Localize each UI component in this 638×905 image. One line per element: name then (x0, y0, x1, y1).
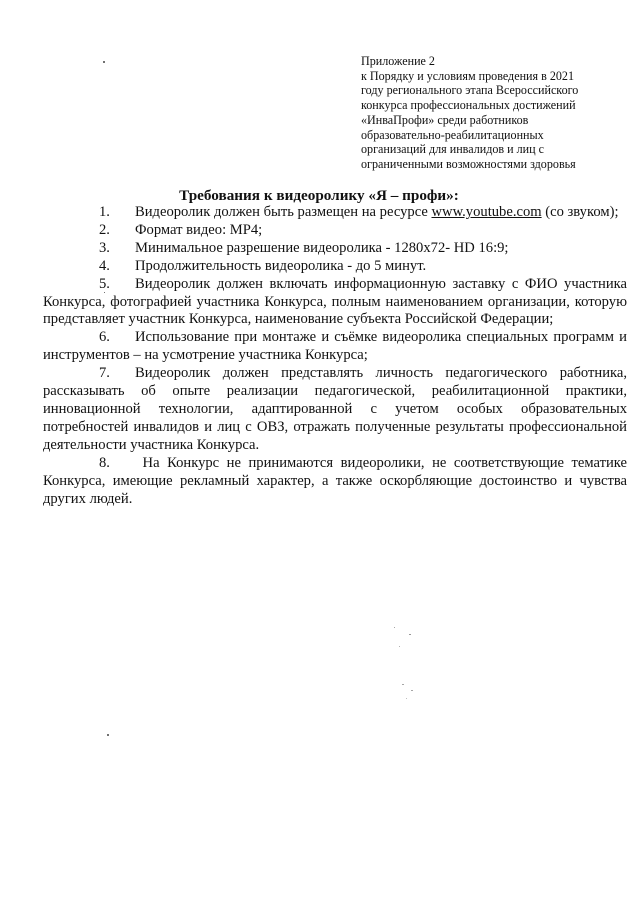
item-number: 6. (99, 329, 110, 346)
annex-line: Приложение 2 (361, 54, 435, 68)
scan-speck (399, 646, 400, 647)
annex-line: «ИнваПрофи» среди работников (361, 112, 529, 127)
item-text: На Конкурс не принимаются видеоролики, не соответствующие тематике Конкурса, имеющие рекламный характер, а также оскорбляющие достоинство и чувства других людей. (43, 454, 627, 507)
annex-line: образовательно-реабилитационных (361, 127, 544, 142)
list-item (43, 240, 627, 258)
item-number: 3. (99, 239, 110, 256)
requirements-list (43, 204, 627, 508)
scan-speck (107, 734, 109, 736)
list-item (43, 258, 627, 276)
item-text-tail: (со звуком); (541, 204, 619, 220)
item-text: Формат видео: MP4; (135, 221, 263, 238)
item-text: Видеоролик должен включать информационную заставку с ФИО участника Конкурса, фотографией участника Конкурса, полным наименованием организации, которую представляет участник Конкурса, наименование субъекта Российской Федерации; (43, 275, 627, 328)
list-item (43, 329, 627, 365)
list-item (43, 204, 627, 222)
list-item (43, 455, 627, 509)
annex-header (361, 54, 621, 172)
youtube-link[interactable]: www.youtube.com (431, 204, 542, 220)
annex-line: ограниченными возможностями здоровья (361, 156, 576, 171)
annex-line: году регионального этапа Всероссийского (361, 83, 579, 98)
item-number: 5. (99, 275, 110, 292)
list-item (43, 365, 627, 455)
scan-speck (103, 61, 105, 63)
item-number: 2. (99, 221, 110, 238)
annex-line: конкурса профессиональных достижений (361, 98, 576, 113)
annex-line: организаций для инвалидов и лиц с (361, 142, 545, 157)
item-text: Видеоролик должен быть размещен на ресурсе (135, 204, 432, 220)
list-item (43, 222, 627, 240)
item-number: 1. (99, 204, 110, 220)
item-text: Использование при монтаже и съёмке видеоролика специальных программ и инструментов – на усмотрение участника Конкурса; (43, 329, 627, 364)
item-text: Видеоролик должен представлять личность педагогического работника, рассказывать об опыте реализации педагогической, реабилитационной практики, инновационной технологии, адаптированной с учетом особых образовательных потребностей инвалидов и лиц с ОВЗ, отражать полученные результаты профессиональной деятельности участника Конкурса. (43, 365, 627, 453)
item-number: 8. (99, 454, 110, 471)
item-text: Продолжительность видеоролика - до 5 минут. (135, 257, 427, 274)
scan-speck (411, 690, 413, 691)
item-text: Минимальное разрешение видеоролика - 1280х72- HD 16:9; (135, 239, 509, 256)
item-number: 7. (99, 365, 110, 382)
annex-line: к Порядку и условиям проведения в 2021 (361, 68, 575, 83)
scan-speck (394, 627, 395, 628)
scan-speck (409, 634, 411, 635)
scan-speck (406, 698, 407, 699)
scan-speck (104, 292, 105, 293)
item-number: 4. (99, 257, 110, 274)
list-item (43, 276, 627, 330)
document-title: Требования к видеоролику «Я – профи»: (179, 187, 459, 204)
scan-speck (402, 684, 404, 685)
